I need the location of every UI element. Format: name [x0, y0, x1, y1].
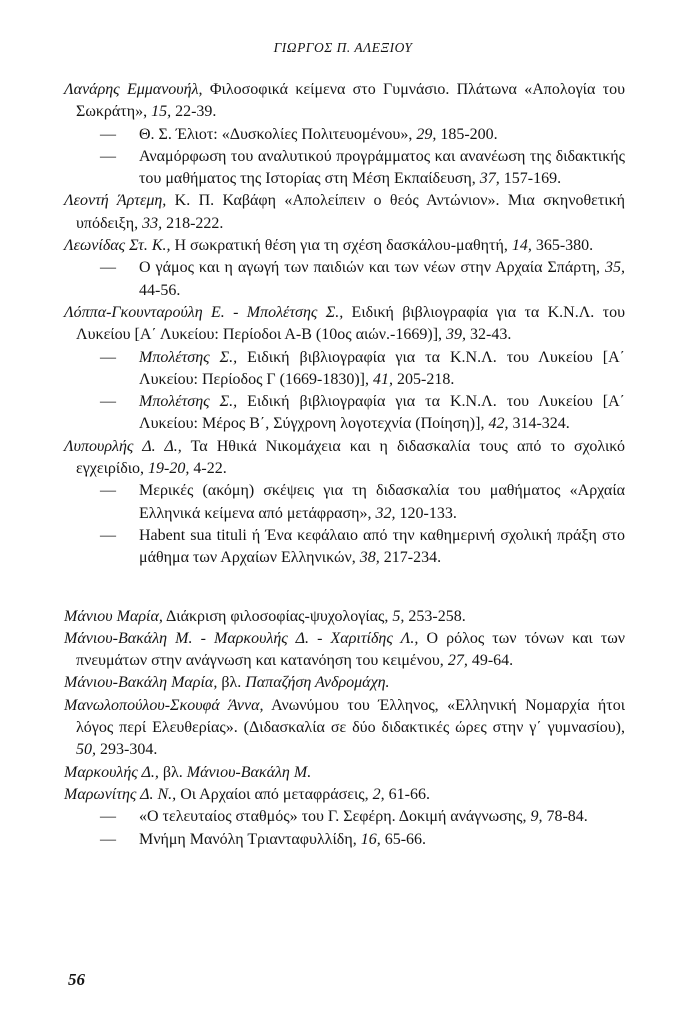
author-name: Μαρωνίτης Δ. Ν.,: [64, 785, 177, 803]
dash-marker: —: [100, 125, 116, 143]
author-name: Λανάρης Εμμανουήλ,: [64, 81, 203, 98]
issue-number: 5,: [392, 607, 405, 625]
page-range: 120-133.: [395, 504, 457, 522]
index-subentry: [64, 829, 625, 851]
entry-title: Διάκριση φιλοσοφίας-ψυχολογίας,: [162, 607, 393, 625]
page-range: 65-66.: [380, 830, 427, 848]
page-range: 78-84.: [542, 808, 588, 826]
issue-number: 41,: [372, 370, 393, 388]
cross-reference: Μάνιου-Βακάλη Μ.: [186, 763, 312, 781]
dash-marker: —: [100, 808, 116, 826]
page-range: 217-234.: [379, 549, 442, 567]
index-entry: [64, 606, 625, 628]
entry-title: Μερικές (ακόμη) σκέψεις για τη διδασκαλία του μαθήματος «Αρχαία Ελληνικά κείμενα από μετάφραση»,: [139, 482, 625, 522]
issue-number: 19-20,: [148, 460, 190, 478]
author-name: Μπολέτσης Σ.,: [139, 348, 238, 366]
entry-title: Ειδική βιβλιογραφία για τα Κ.Ν.Λ. του Λυκείου [Α΄ Λυκείου: Περίοδος Γ (1669-1830)],: [139, 348, 625, 388]
dash-marker: —: [100, 830, 116, 848]
index-subentry: [64, 480, 625, 525]
entry-title: Αναμόρφωση του αναλυτικού προγράμματος και ανανέωση της διδακτικής του μαθήματος της Ιστορίας στη Μέση Εκπαίδευση,: [139, 147, 625, 188]
author-name: Μάνιου-Βακάλη Μαρία,: [64, 674, 218, 692]
entry-title: Η σωκρατική θέση για τη σχέση δασκάλου-μαθητή,: [170, 237, 512, 255]
entry-title: Τα Ηθικά Νικομάχεια και η διδασκαλία τους από το σχολικό εγχειρίδιο,: [76, 437, 626, 478]
author-name: Λυπουρλής Δ. Δ.,: [64, 437, 182, 455]
dash-marker: —: [100, 259, 116, 277]
index-entry: [64, 628, 625, 673]
issue-number: 32,: [375, 504, 396, 522]
dash-marker: —: [100, 393, 116, 411]
cross-reference: Παπαζήση Ανδρομάχη.: [245, 674, 390, 692]
issue-number: 33,: [142, 214, 163, 232]
index-entry: [64, 762, 625, 784]
entry-title: Μνήμη Μανόλη Τριανταφυλλίδη,: [139, 830, 361, 848]
index-entry: [64, 79, 625, 124]
see-also-label: βλ.: [158, 763, 187, 781]
page-range: 32-43.: [466, 326, 512, 344]
author-name: Μαρκουλής Δ.,: [64, 763, 159, 781]
index-subentry: [64, 347, 625, 392]
dash-marker: —: [100, 147, 116, 165]
index-subentry: [64, 391, 625, 436]
author-name: Μπολέτσης Σ.,: [139, 393, 238, 411]
entry-title: Οι Αρχαίοι από μεταφράσεις,: [176, 785, 373, 803]
issue-number: 35,: [605, 259, 625, 277]
page-range: 157-169.: [499, 170, 562, 188]
page-range: 185-200.: [436, 125, 498, 143]
entry-title: Ειδική βιβλιογραφία για τα Κ.Ν.Λ. του Λυκείου [Α΄ Λυκείου: Μέρος Β΄, Σύγχρονη λογοτεχνία (Ποίηση)],: [139, 393, 625, 433]
author-name: Μανωλοπούλου-Σκουφά Άννα,: [64, 696, 264, 714]
page-range: 293-304.: [96, 741, 158, 759]
index-entry: [64, 695, 625, 762]
issue-number: 39,: [446, 326, 467, 344]
page-range: 44-56.: [139, 281, 181, 299]
index-entry: [64, 190, 625, 235]
issue-number: 37,: [479, 170, 500, 188]
page-range: 61-66.: [384, 785, 430, 803]
entry-title: Habent sua tituli ή Ένα κεφάλαιο από την καθημερινή σχολική πράξη στο μάθημα των Αρχαίων Ελληνικών,: [139, 526, 625, 567]
index-entry: [64, 302, 625, 347]
page-range: 253-258.: [404, 607, 466, 625]
author-name: Λεοντή Άρτεμη,: [64, 192, 167, 210]
page-range: 22-39.: [171, 103, 217, 121]
index-subentry: [64, 525, 625, 570]
entry-title: Κ. Π. Καβάφη «Απολείπειν ο θεός Αντώνιον». Μια σκηνοθετική υπόδειξη,: [76, 192, 626, 232]
entry-title: «Ο τελευταίος σταθμός» του Γ. Σεφέρη. Δοκιμή ανάγνωσης,: [139, 808, 531, 826]
page-range: 314-324.: [508, 415, 570, 433]
dash-marker: —: [100, 482, 116, 500]
page-range: 4-22.: [189, 460, 227, 478]
issue-number: 50,: [76, 741, 96, 759]
index-subentry: [64, 146, 625, 191]
index-entry: [64, 672, 625, 694]
entry-title: Ο ρόλος των τόνων και των πνευμάτων στην ανάγνωση και κατανόηση του κειμένου,: [76, 629, 625, 670]
page-range: 218-222.: [162, 214, 224, 232]
page-number: 56: [68, 970, 85, 989]
entry-title: Φιλοσοφικά κείμενα στο Γυμνάσιο. Πλάτωνα «Απολογία του Σωκράτη»,: [76, 81, 626, 121]
running-head: ΓΙΩΡΓΟΣ Π. ΑΛΕΞΙΟΥ: [273, 40, 413, 55]
issue-number: 2,: [372, 785, 385, 803]
index-entry: [64, 784, 625, 806]
bibliography-index: [64, 79, 625, 851]
entry-title: Θ. Σ. Έλιοτ: «Δυσκολίες Πολιτευομένου»,: [139, 125, 417, 143]
entry-title: Ειδική βιβλιογραφία για τα Κ.Ν.Λ. του Λυκείου [Α΄ Λυκείου: Περίοδοι Α-Β (10ος αιών.-1669)],: [76, 303, 625, 344]
page-range: 205-218.: [392, 370, 455, 388]
issue-number: 15,: [151, 103, 172, 121]
issue-number: 42,: [488, 415, 509, 433]
index-subentry: [64, 124, 625, 146]
entry-title: Ανωνύμου του Έλληνος, «Ελληνική Νομαρχία ήτοι λόγος περί Ελευθερίας». (Διδασκαλία σε δύο διδακτικές ώρες στην γ΄ γυμνασίου),: [76, 696, 626, 737]
issue-number: 29,: [416, 125, 437, 143]
author-name: Μάνιου Μαρία,: [64, 607, 163, 625]
dash-marker: —: [100, 348, 116, 366]
index-subentry: [64, 806, 625, 828]
author-name: Μάνιου-Βακάλη Μ. - Μαρκουλής Δ. - Χαριτίδης Λ.,: [64, 629, 419, 647]
issue-number: 16,: [360, 830, 381, 848]
issue-number: 9,: [530, 808, 543, 826]
entry-title: Ο γάμος και η αγωγή των παιδιών και των νέων στην Αρχαία Σπάρτη,: [139, 259, 605, 277]
see-also-label: βλ.: [217, 674, 246, 692]
index-subentry: [64, 257, 625, 302]
index-entry: [64, 436, 625, 481]
issue-number: 38,: [359, 549, 380, 567]
issue-number: 27,: [447, 652, 468, 670]
issue-number: 14,: [511, 237, 532, 255]
author-name: Λόππα-Γκουνταρούλη Ε. - Μπολέτσης Σ.,: [64, 303, 344, 321]
index-entry: [64, 235, 625, 257]
page-range: 49-64.: [467, 652, 514, 670]
letter-section-gap: [64, 570, 625, 606]
page-range: 365-380.: [531, 237, 594, 255]
author-name: Λεωνίδας Στ. Κ.,: [64, 237, 171, 255]
dash-marker: —: [100, 526, 116, 544]
